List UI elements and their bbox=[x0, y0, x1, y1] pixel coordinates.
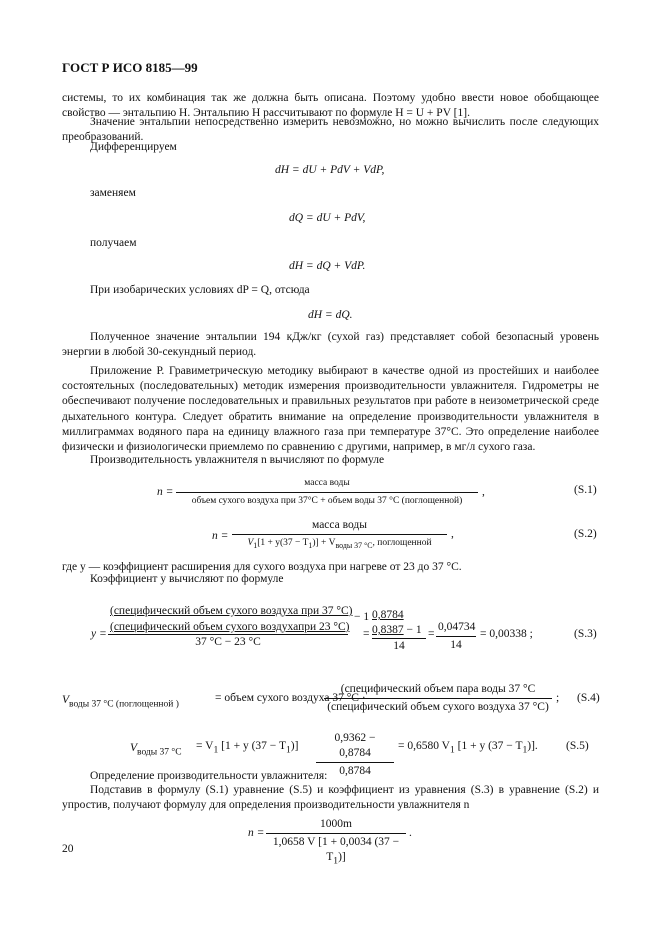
s4-denominator: (специфический объем сухого воздуха 37 °С) bbox=[324, 698, 552, 715]
s3-result: = 0,00338 ; bbox=[480, 628, 533, 640]
s1-tail: , bbox=[482, 486, 485, 498]
s2-tag: (S.2) bbox=[574, 528, 597, 540]
paragraph-appendix-p: Приложение Р. Гравиметрическую методику выбирают в качестве одной из простейших и наиболее состоятельных (последовательных) методик измерения производительности увлажнителя. Гидрометры не обеспечивают получение последовательных и правильных результатов при работе в неизометрической среде дыхательного контура. Следует обратить внимание на определение производительности увлажнителя в миллиграммах водяного пара на единицу влажного газа при температуре 37°С. Это определение наиболее физически и физиологически приемлемо по сравнению с другими, например, в мг/л сухого газа. bbox=[62, 365, 599, 454]
s3-main-fraction bbox=[108, 604, 370, 650]
paragraph-substitution: Подставив в формулу (S.1) уравнение (S.5) и коэффициент из уравнения (S.3) в уравнение (S.2) и упростив, получают формулу для определения производительности увлажнителя n bbox=[62, 784, 599, 812]
s3-minus-one: − 1 bbox=[354, 611, 370, 623]
s1-denominator: объем сухого воздуха при 37°С + объем воды 37 °С (поглощенной) bbox=[176, 492, 478, 509]
s5-tag: (S.5) bbox=[566, 740, 589, 752]
paragraph-y-formula: Коэффициент y вычисляют по формуле bbox=[90, 573, 284, 585]
s1-numerator: масса воды bbox=[304, 478, 350, 488]
page-header: ГОСТ Р ИСО 8185—99 bbox=[62, 60, 198, 75]
paragraph-differentiate: Дифференцируем bbox=[90, 141, 177, 153]
s4-text: = объем сухого воздуха 37 °С · bbox=[215, 692, 366, 704]
s5-right: = 0,6580 $V_1$ [1 + y $(37 - T_1)$]. bbox=[398, 740, 538, 756]
s2-fraction bbox=[232, 518, 447, 553]
s1-fraction bbox=[176, 476, 478, 509]
s3-inner-denominator: (специфический объем сухого воздухапри 23 °С) bbox=[110, 621, 350, 633]
paragraph-obtain: получаем bbox=[90, 237, 137, 249]
paragraph-enthalpy-value: Полученное значение энтальпии 194 кДж/кг (сухой газ) представляет собой безопасный уровень энергии в любой 30-секундный период. bbox=[62, 331, 599, 359]
final-numerator: 1000m bbox=[320, 818, 352, 830]
paragraph-enthalpy-intro: системы, то их комбинация так же должна быть описана. Поэтому удобно ввести новое обобщающее свойство — энтальпию H. Энтальпию H рассчитывают по формуле H = U + PV [1]. bbox=[62, 92, 599, 120]
s3-frac2-inner-den-row bbox=[372, 623, 426, 638]
final-fraction bbox=[266, 817, 406, 868]
s3-frac2-minus: − 1 bbox=[406, 624, 422, 636]
s3-denominator: 37 °С − 23 °С bbox=[108, 634, 348, 650]
s3-eq2: = bbox=[428, 628, 435, 640]
s3-frac3-den: 14 bbox=[436, 636, 476, 653]
equation-dQ: dQ = dU + PdV, bbox=[289, 212, 366, 224]
s3-frac2-den: 14 bbox=[372, 638, 426, 654]
s4-lhs: $V_{воды 37 ^\circ С (поглощенной )}$ bbox=[62, 694, 179, 710]
s3-tag: (S.3) bbox=[574, 628, 597, 640]
paragraph-definition: Определение производительности увлажнителя: bbox=[90, 770, 328, 782]
s3-inner-numerator: (специфический объем сухого воздуха при 37 °С) bbox=[110, 605, 353, 617]
s4-numerator: (специфический объем пара воды 37 °С bbox=[340, 683, 536, 695]
paragraph-productivity: Производительность увлажнителя n вычисляют по формуле bbox=[90, 454, 385, 466]
equation-dH-full: dH = dU + PdV + VdP, bbox=[275, 164, 385, 176]
s5-numerator: 0,9362 − 0,8784 bbox=[334, 732, 376, 759]
s3-lhs: y = bbox=[91, 628, 107, 640]
s2-numerator: масса воды bbox=[312, 519, 367, 531]
paragraph-expansion-coefficient: где y — коэффициент расширения для сухого воздуха при нагреве от 23 до 37 °С. bbox=[62, 561, 462, 573]
s3-second-fraction bbox=[372, 608, 426, 654]
final-lhs: n = bbox=[248, 827, 265, 839]
s2-denominator: $V_1[1 + y(37 - T_1)] + V_{воды 37 ^\circ С}$, поглощенной bbox=[232, 534, 447, 553]
s1-tag: (S.1) bbox=[574, 484, 597, 496]
equation-dH-dQ-VdP: dH = dQ + VdP. bbox=[289, 260, 366, 272]
s2-lhs: n = bbox=[212, 530, 229, 542]
final-tail: . bbox=[409, 827, 412, 839]
s3-inner-fraction bbox=[108, 604, 353, 636]
s3-eq1: = bbox=[363, 628, 370, 640]
s5-lhs: $V_{воды 37 ^\circ С}$ bbox=[130, 742, 182, 758]
s4-tag: (S.4) bbox=[577, 692, 600, 704]
s2-tail: , bbox=[451, 528, 454, 540]
s5-left: = $V_1$ [1 + y $(37 - T_1)$] bbox=[196, 740, 299, 756]
s3-frac2-inner-den: 0,8387 bbox=[372, 624, 404, 636]
s3-frac3-num: 0,04734 bbox=[438, 621, 476, 633]
paragraph-replace: заменяем bbox=[90, 187, 136, 199]
s1-lhs: n = bbox=[157, 486, 174, 498]
s5-denominator: 0,8784 bbox=[316, 762, 394, 779]
s3-frac2-inner-num: 0,8784 bbox=[372, 609, 404, 621]
paragraph-isobaric: При изобарических условиях dP = Q, отсюда bbox=[90, 284, 310, 296]
page-number: 20 bbox=[62, 843, 74, 855]
equation-dH-equals-dQ: dH = dQ. bbox=[308, 309, 353, 321]
final-denominator: 1,0658 V [1 + 0,0034 $(37 - T_1)$] bbox=[266, 833, 406, 868]
s3-third-fraction bbox=[436, 620, 476, 653]
paragraph-enthalpy-measure: Значение энтальпии непосредственно измерить невозможно, но можно вычислить после следующих преобразований. bbox=[62, 116, 599, 144]
s4-tail: ; bbox=[556, 692, 560, 704]
s4-fraction bbox=[324, 682, 552, 715]
